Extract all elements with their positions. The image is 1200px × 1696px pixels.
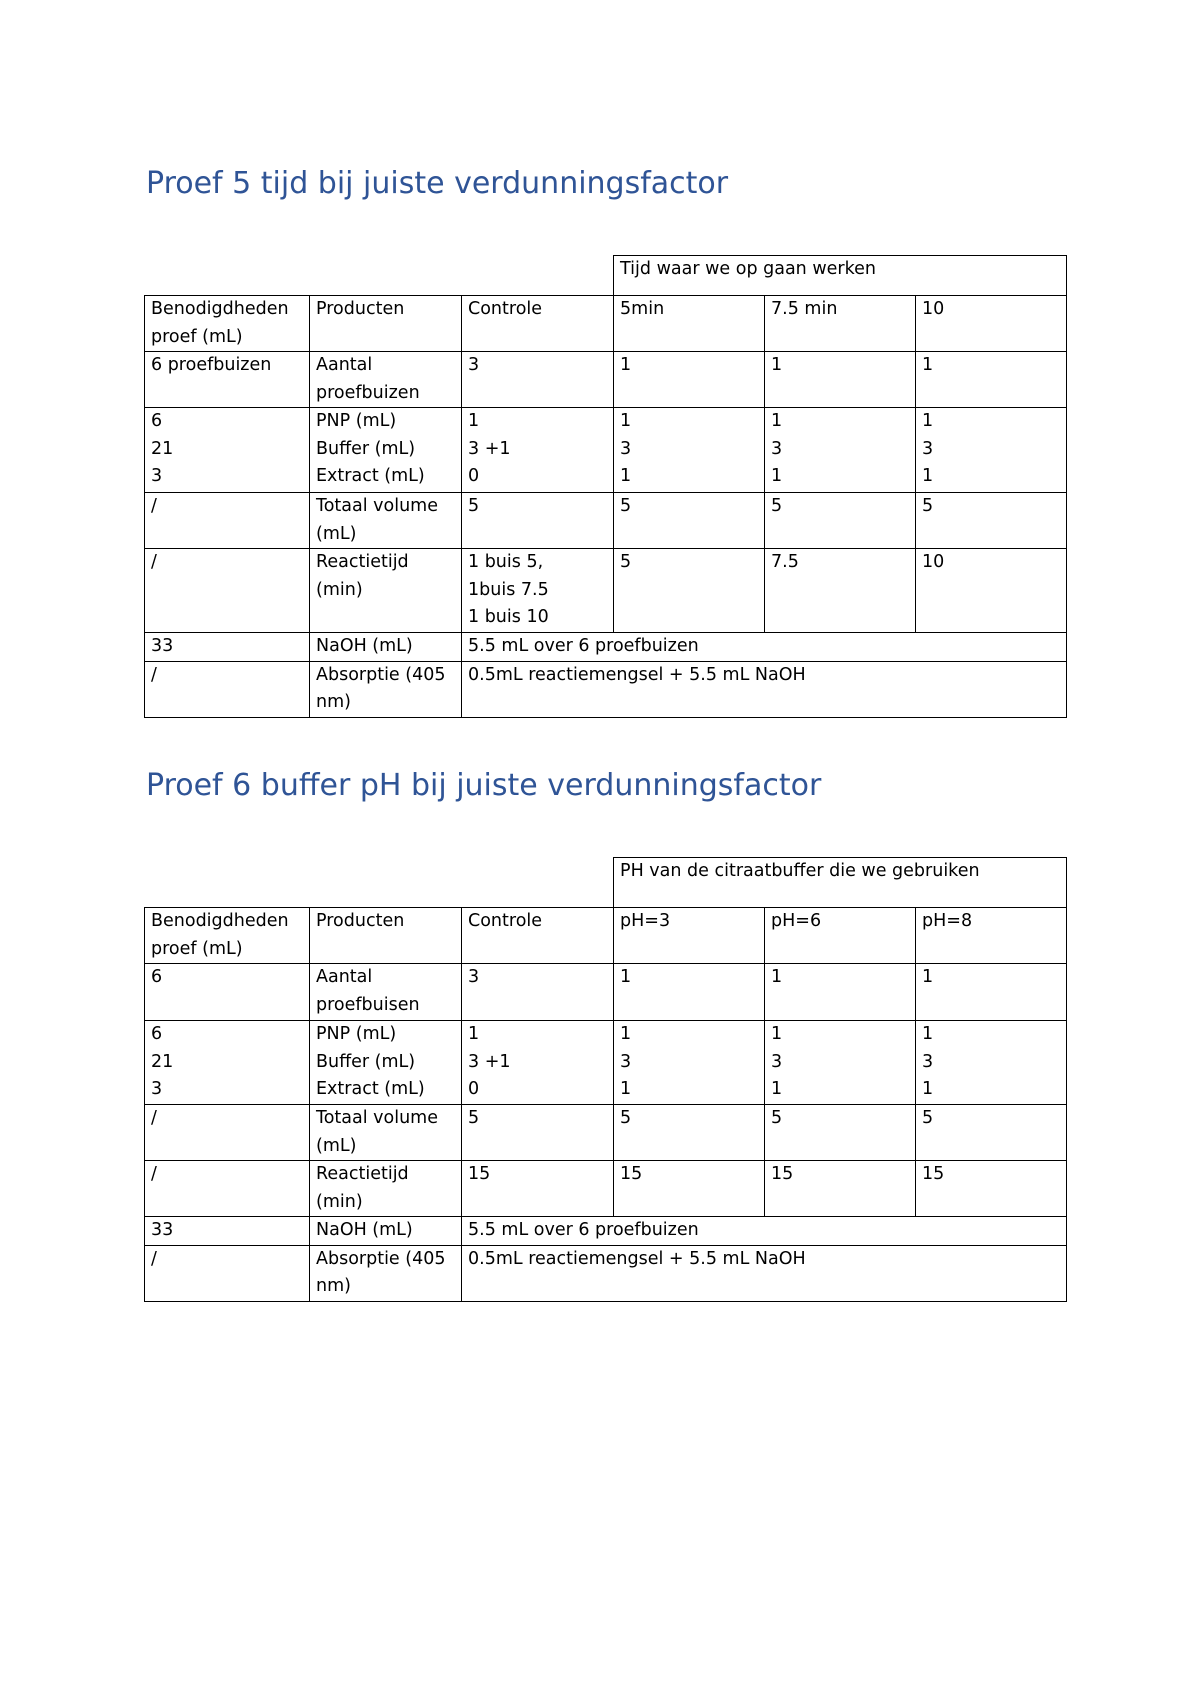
table-cell: PNP (mL) Buffer (mL) Extract (mL) [310, 408, 462, 493]
table-cell: Absorptie (405 nm) [310, 661, 462, 717]
column-header: Benodigdheden proef (mL) [145, 296, 310, 352]
table-cell: / [145, 1245, 310, 1301]
column-header: 5min [614, 296, 765, 352]
table-cell: 5 [462, 493, 614, 549]
group-header: Tijd waar we op gaan werken [614, 256, 1067, 296]
header-row [145, 908, 1067, 964]
table-cell: 15 [765, 1161, 916, 1217]
table-cell: 1 buis 5, 1buis 7.5 1 buis 10 [462, 549, 614, 633]
table-cell: 1 [614, 964, 765, 1021]
table-cell: / [145, 1105, 310, 1161]
table-cell: 0.5mL reactiemengsel + 5.5 mL NaOH [462, 1245, 1067, 1301]
column-header: pH=3 [614, 908, 765, 964]
table-row [145, 352, 1067, 408]
table-cell: / [145, 1161, 310, 1217]
column-header: 10 [916, 296, 1067, 352]
table-row [145, 1245, 1067, 1301]
table-cell: 1 3 1 [614, 408, 765, 493]
table-cell: / [145, 661, 310, 717]
table-row [145, 632, 1067, 661]
table-cell: 5 [765, 493, 916, 549]
table-cell: 33 [145, 632, 310, 661]
column-header: Producten [310, 296, 462, 352]
empty-cell [145, 858, 614, 908]
table-cell: PNP (mL) Buffer (mL) Extract (mL) [310, 1021, 462, 1105]
column-header: pH=8 [916, 908, 1067, 964]
table-cell: 5.5 mL over 6 proefbuizen [462, 1217, 1067, 1246]
table-cell: Reactietijd (min) [310, 549, 462, 633]
table-cell: 1 [916, 964, 1067, 1021]
column-header: Producten [310, 908, 462, 964]
time-experiment-table [144, 255, 1067, 718]
table-cell: 6 [145, 964, 310, 1021]
table-row [145, 256, 1067, 296]
table-cell: 15 [614, 1161, 765, 1217]
table-cell: Totaal volume (mL) [310, 493, 462, 549]
table-cell: NaOH (mL) [310, 1217, 462, 1246]
table-cell: 5 [916, 493, 1067, 549]
column-header: Benodigdheden proef (mL) [145, 908, 310, 964]
table-cell: 1 [916, 352, 1067, 408]
table-cell: 1 3 +1 0 [462, 1021, 614, 1105]
empty-cell [145, 256, 614, 296]
table-cell: NaOH (mL) [310, 632, 462, 661]
column-header: pH=6 [765, 908, 916, 964]
table-cell: Reactietijd (min) [310, 1161, 462, 1217]
column-header: Controle [462, 908, 614, 964]
table-cell: 3 [462, 352, 614, 408]
table-row [145, 661, 1067, 717]
column-header: Controle [462, 296, 614, 352]
table-cell: 1 3 1 [916, 1021, 1067, 1105]
table-cell: 5 [614, 549, 765, 633]
table-cell: 15 [916, 1161, 1067, 1217]
table-cell: / [145, 549, 310, 633]
table-cell: Absorptie (405 nm) [310, 1245, 462, 1301]
table-cell: 5 [765, 1105, 916, 1161]
header-row [145, 296, 1067, 352]
section-2-title: Proef 6 buffer pH bij juiste verdunningsfactor [146, 768, 822, 803]
table-cell: 3 [462, 964, 614, 1021]
buffer-ph-experiment-table [144, 857, 1067, 1302]
table-row [145, 493, 1067, 549]
table-cell: 0.5mL reactiemengsel + 5.5 mL NaOH [462, 661, 1067, 717]
table-cell: 1 3 +1 0 [462, 408, 614, 493]
table-cell: Aantal proefbuizen [310, 352, 462, 408]
table-cell: 5 [614, 1105, 765, 1161]
table-row [145, 1217, 1067, 1246]
table-cell: / [145, 493, 310, 549]
table-row [145, 549, 1067, 633]
table-cell: 6 21 3 [145, 408, 310, 493]
group-header: PH van de citraatbuffer die we gebruiken [614, 858, 1067, 908]
table-cell: 33 [145, 1217, 310, 1246]
table-cell: 7.5 [765, 549, 916, 633]
table-cell: 10 [916, 549, 1067, 633]
table-cell: 15 [462, 1161, 614, 1217]
table-cell: 1 [614, 352, 765, 408]
table-cell: Totaal volume (mL) [310, 1105, 462, 1161]
table-cell: 5.5 mL over 6 proefbuizen [462, 632, 1067, 661]
table-row [145, 408, 1067, 493]
section-1-title: Proef 5 tijd bij juiste verdunningsfactor [146, 166, 729, 201]
table-cell: 1 3 1 [765, 408, 916, 493]
table-cell: 6 proefbuizen [145, 352, 310, 408]
table-row [145, 964, 1067, 1021]
table-row [145, 1021, 1067, 1105]
table-cell: 5 [462, 1105, 614, 1161]
column-header: 7.5 min [765, 296, 916, 352]
table-cell: 1 3 1 [765, 1021, 916, 1105]
table-cell: 5 [916, 1105, 1067, 1161]
table-cell: 6 21 3 [145, 1021, 310, 1105]
table-cell: 1 [765, 352, 916, 408]
table-row [145, 1161, 1067, 1217]
table-cell: Aantal proefbuisen [310, 964, 462, 1021]
table-cell: 5 [614, 493, 765, 549]
table-cell: 1 [765, 964, 916, 1021]
table-cell: 1 3 1 [614, 1021, 765, 1105]
table-cell: 1 3 1 [916, 408, 1067, 493]
table-row [145, 1105, 1067, 1161]
table-row [145, 858, 1067, 908]
